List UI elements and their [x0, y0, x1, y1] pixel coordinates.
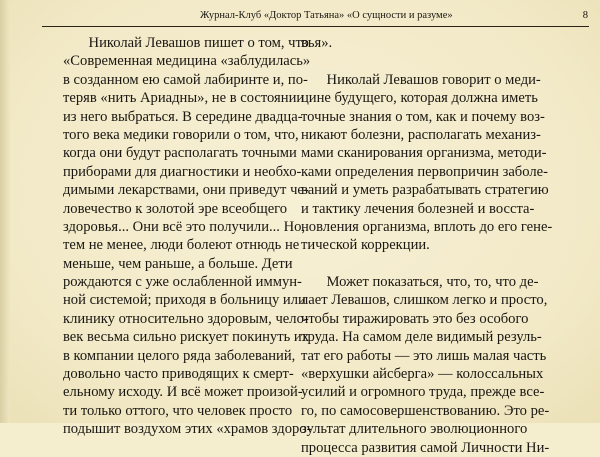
text-line: довольно часто приводящих к смерт- — [63, 366, 294, 383]
text-line: го, по самосовершенствованию. Это ре- — [301, 402, 550, 419]
header-rule — [42, 26, 589, 27]
text-line: век весьма сильно рискует покинуть их — [63, 329, 310, 346]
text-line: усилий и огромного труда, прежде все- — [301, 384, 545, 401]
journal-title: Журнал-Клуб «Доктор Татьяна» «О сущности и разуме» — [200, 10, 453, 21]
text-line: цине будущего, которая должна иметь — [301, 90, 538, 107]
text-line: в созданном ею самой лабиринте и, по- — [63, 71, 308, 88]
text-line: тем не менее, люди болеют отнюдь не — [63, 237, 300, 254]
text-line: Николай Левашов говорит о меди- — [301, 71, 541, 88]
text-line: подышит воздухом этих «храмов здоро- — [63, 421, 312, 438]
text-line: зультат длительного эволюционного — [301, 421, 528, 438]
text-line: того века медики говорили о том, что, — [63, 126, 299, 143]
text-line: тической коррекции. — [301, 237, 430, 254]
left-text-column — [63, 34, 312, 439]
text-line: тат его работы — это лишь малая часть — [301, 347, 547, 364]
page-left-edge — [0, 0, 10, 423]
text-line: из него выбраться. В середине двадца- — [63, 108, 303, 125]
text-line: точные знания о том, как и почему воз- — [301, 108, 545, 125]
text-line: ельному исходу. И всё может произой- — [63, 384, 303, 401]
text-line: новления организма, вплоть до его гене- — [301, 218, 553, 235]
running-header — [200, 8, 588, 24]
text-line: меньше, чем раньше, а больше. Дети — [63, 255, 293, 272]
right-text-column — [301, 34, 580, 457]
text-line: процесса развития самой Личности Ни- — [301, 439, 550, 456]
text-line: мами сканирования организма, методи- — [301, 145, 547, 162]
page-number: 8 — [582, 10, 588, 21]
text-line: «Современная медицина «заблудилась» — [63, 53, 311, 70]
text-line: в компании целого ряда заболеваний, — [63, 347, 296, 364]
text-line: вья». — [301, 35, 333, 51]
text-line: рождаются с уже ослабленной иммун- — [63, 274, 302, 291]
text-line: чтобы тиражировать это без особого — [301, 310, 529, 327]
text-line — [301, 52, 580, 70]
text-line: ной системой; приходя в больницу или — [63, 292, 306, 309]
text-line: ловечество к золотой эре всеобщего — [63, 200, 288, 217]
text-line: димыми лекарствами, они приведут че- — [63, 182, 309, 199]
text-line: «верхушки айсберга» — колоссальных — [301, 366, 544, 383]
text-line: теряв «нить Ариадны», не в состоянии — [63, 90, 305, 107]
text-line: и тактику лечения болезней и восста- — [301, 200, 535, 217]
text-line: Николай Левашов пишет о том, что — [63, 35, 309, 51]
text-line: клинику относительно здоровым, чело- — [63, 310, 309, 327]
text-line: Может показаться, что, то, что де- — [301, 274, 539, 291]
text-line: труда. На самом деле видимый резуль- — [301, 329, 542, 346]
text-line: лает Левашов, слишком легко и просто, — [301, 292, 548, 309]
text-line: никают болезни, располагать механиз- — [301, 126, 541, 143]
text-line: ками определения первопричин заболе- — [301, 163, 548, 180]
text-line: когда они будут располагать точными — [63, 145, 297, 162]
text-line — [301, 255, 580, 273]
text-line: здоровья... Они всё это получили... Но, — [63, 218, 306, 235]
text-line: ваний и уметь разрабатывать стратегию — [301, 182, 549, 199]
text-line: ти только оттого, что человек просто — [63, 402, 293, 419]
text-line: приборами для диагностики и необхо- — [63, 163, 302, 180]
